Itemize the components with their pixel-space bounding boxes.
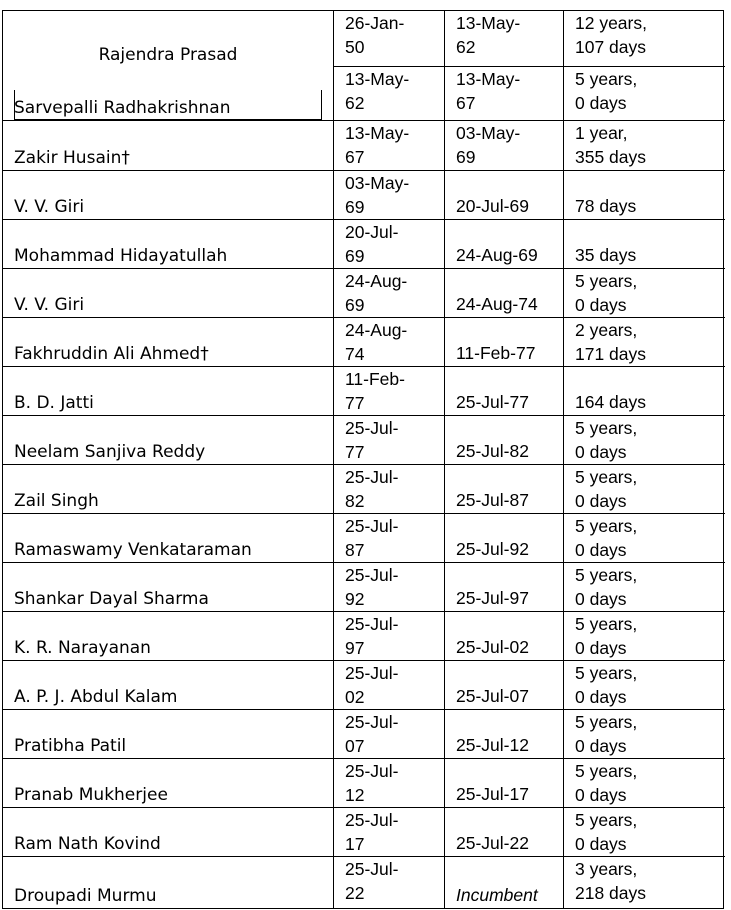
end-date-line: 13-May- (456, 69, 521, 89)
term-length-cell (563, 11, 725, 67)
term-length (575, 269, 637, 317)
president-name: Zail Singh (14, 491, 99, 511)
start-date-cell (333, 121, 444, 170)
term-length-line: 0 days (575, 295, 627, 315)
start-date-line: 02 (345, 687, 365, 707)
president-name-cell (3, 857, 333, 908)
term-length-line: 5 years, (575, 516, 638, 536)
president-name-cell (3, 269, 333, 317)
start-date-line: 69 (345, 295, 365, 315)
start-date (345, 171, 409, 219)
term-length-line: 0 days (575, 834, 627, 854)
start-date-line: 77 (345, 442, 365, 462)
start-date-cell (333, 563, 444, 611)
term-length-line: 355 days (575, 147, 647, 167)
term-length-line: 218 days (575, 883, 647, 903)
end-date-cell (444, 121, 563, 170)
start-date-line: 26-Jan- (345, 13, 405, 33)
president-name-cell (3, 416, 333, 464)
end-date-cell (444, 171, 563, 219)
start-date-line: 07 (345, 736, 365, 756)
term-length-line: 3 years, (575, 859, 638, 879)
president-name-cell (3, 759, 333, 807)
end-date-cell (444, 612, 563, 660)
start-date-cell (333, 612, 444, 660)
term-length-line: 5 years, (575, 565, 638, 585)
end-date: 25-Jul-07 (456, 686, 529, 706)
term-length-cell (563, 269, 725, 317)
president-name-cell (3, 11, 333, 67)
start-date (345, 416, 399, 464)
president-name-cell (3, 514, 333, 562)
start-date-cell (333, 11, 444, 67)
start-date-cell (333, 808, 444, 856)
term-length (575, 416, 637, 464)
term-length-line: 1 year, (575, 123, 628, 143)
end-date: 25-Jul-12 (456, 735, 529, 755)
start-date-line: 11-Feb- (345, 369, 405, 389)
end-date: 11-Feb-77 (456, 343, 536, 363)
term-length-cell (563, 808, 725, 856)
start-date (345, 11, 404, 59)
start-date-line: 69 (345, 197, 365, 217)
start-date-line: 22 (345, 883, 365, 903)
term-length: 35 days (575, 245, 637, 265)
table-row (3, 121, 725, 171)
end-date: Incumbent (456, 885, 538, 905)
term-length-cell (563, 220, 725, 268)
start-date-cell (333, 465, 444, 513)
term-length-line: 107 days (575, 37, 647, 57)
table-row (3, 808, 725, 857)
end-date: 20-Jul-69 (456, 196, 529, 216)
start-date-cell (333, 67, 444, 120)
term-length (575, 67, 637, 115)
president-name: B. D. Jatti (14, 393, 94, 413)
start-date-line: 24-Aug- (345, 271, 408, 291)
term-length-line: 0 days (575, 93, 627, 113)
term-length-cell (563, 416, 725, 464)
term-length (575, 318, 646, 366)
start-date-cell (333, 318, 444, 366)
end-date-line: 67 (456, 93, 476, 113)
table-row (3, 416, 725, 465)
term-length-line: 5 years, (575, 663, 638, 683)
start-date (345, 710, 399, 758)
end-date-cell (444, 563, 563, 611)
presidents-table (2, 10, 724, 909)
table-row (3, 661, 725, 710)
table-row (3, 465, 725, 514)
end-date-line: 13-May- (456, 13, 521, 33)
end-date-cell (444, 661, 563, 709)
start-date-cell (333, 416, 444, 464)
start-date-line: 17 (345, 834, 365, 854)
president-name-cell (3, 121, 333, 170)
start-date-line: 25-Jul- (345, 467, 399, 487)
start-date-line: 25-Jul- (345, 614, 399, 634)
table-row (3, 269, 725, 318)
end-date-cell (444, 11, 563, 67)
term-length-cell (563, 465, 725, 513)
start-date (345, 121, 409, 169)
start-date-cell (333, 514, 444, 562)
term-length-line: 0 days (575, 785, 627, 805)
term-length-line: 5 years, (575, 271, 638, 291)
term-length-cell (563, 563, 725, 611)
start-date-line: 69 (345, 246, 365, 266)
end-date (456, 11, 520, 59)
term-length (575, 710, 637, 758)
president-name: Ram Nath Kovind (14, 834, 161, 854)
start-date (345, 808, 399, 856)
term-length (575, 808, 637, 856)
start-date-line: 25-Jul- (345, 516, 399, 536)
start-date-cell (333, 759, 444, 807)
president-name: Sarvepalli Radhakrishnan (14, 98, 231, 118)
table-row (3, 171, 725, 220)
start-date-line: 25-Jul- (345, 663, 399, 683)
table-row (3, 612, 725, 661)
table-row (3, 220, 725, 269)
start-date-line: 12 (345, 785, 365, 805)
president-name: Mohammad Hidayatullah (14, 246, 228, 266)
end-date-cell (444, 220, 563, 268)
term-length-line: 0 days (575, 491, 627, 511)
term-length (575, 514, 637, 562)
end-date-cell (444, 514, 563, 562)
president-name: Pratibha Patil (14, 736, 127, 756)
term-length (575, 857, 646, 905)
term-length-cell (563, 67, 725, 120)
end-date-cell (444, 416, 563, 464)
term-length-line: 5 years, (575, 69, 638, 89)
end-date: 25-Jul-22 (456, 833, 529, 853)
end-date-cell (444, 857, 563, 908)
president-name-cell (3, 563, 333, 611)
row-separator (333, 66, 725, 67)
start-date-line: 77 (345, 393, 365, 413)
start-date (345, 514, 399, 562)
start-date (345, 269, 407, 317)
start-date-cell (333, 220, 444, 268)
end-date (456, 67, 520, 115)
term-length-cell (563, 318, 725, 366)
start-date-line: 62 (345, 93, 365, 113)
start-date-line: 92 (345, 589, 365, 609)
term-length-line: 5 years, (575, 712, 638, 732)
term-length-cell (563, 710, 725, 758)
president-name: Fakhruddin Ali Ahmed† (14, 344, 209, 364)
start-date-line: 24-Aug- (345, 320, 408, 340)
term-length-line: 0 days (575, 589, 627, 609)
end-date-cell (444, 269, 563, 317)
president-name-cell (3, 220, 333, 268)
term-length-line: 0 days (575, 736, 627, 756)
term-length-cell (563, 857, 725, 908)
table-row (3, 367, 725, 416)
president-name-cell (3, 465, 333, 513)
term-length (575, 121, 646, 169)
start-date-cell (333, 367, 444, 415)
term-length-cell (563, 759, 725, 807)
table-row (3, 710, 725, 759)
term-length-line: 0 days (575, 540, 627, 560)
end-date: 24-Aug-69 (456, 245, 538, 265)
president-name: Ramaswamy Venkataraman (14, 540, 252, 560)
end-date: 25-Jul-77 (456, 392, 529, 412)
name-highlight-box (14, 90, 322, 120)
term-length (575, 661, 637, 709)
start-date-line: 25-Jul- (345, 565, 399, 585)
president-name-cell (3, 808, 333, 856)
end-date-cell (444, 367, 563, 415)
end-date: 25-Jul-92 (456, 539, 529, 559)
president-name-cell (3, 710, 333, 758)
end-date-cell (444, 759, 563, 807)
start-date-line: 20-Jul- (345, 222, 399, 242)
term-length-cell (563, 612, 725, 660)
end-date-cell (444, 465, 563, 513)
start-date-line: 74 (345, 344, 365, 364)
end-date (456, 121, 520, 169)
start-date-cell (333, 710, 444, 758)
term-length-cell (563, 367, 725, 415)
start-date-line: 97 (345, 638, 365, 658)
term-length-line: 5 years, (575, 418, 638, 438)
end-date-cell (444, 67, 563, 120)
start-date (345, 465, 399, 513)
term-length-cell (563, 514, 725, 562)
president-name: V. V. Giri (14, 295, 85, 315)
table-row (3, 759, 725, 808)
term-length-line: 5 years, (575, 761, 638, 781)
table-row (3, 563, 725, 612)
term-length-line: 12 years, (575, 13, 647, 33)
term-length-line: 0 days (575, 442, 627, 462)
start-date-line: 25-Jul- (345, 712, 399, 732)
president-name-cell (3, 612, 333, 660)
start-date-line: 13-May- (345, 123, 410, 143)
start-date (345, 220, 399, 268)
end-date-line: 03-May- (456, 123, 521, 143)
start-date (345, 563, 399, 611)
term-length-line: 0 days (575, 638, 627, 658)
start-date-cell (333, 171, 444, 219)
start-date-line: 82 (345, 491, 365, 511)
term-length: 78 days (575, 196, 637, 216)
end-date-cell (444, 808, 563, 856)
start-date-cell (333, 269, 444, 317)
end-date-cell (444, 318, 563, 366)
start-date (345, 318, 407, 366)
start-date-cell (333, 661, 444, 709)
term-length-cell (563, 171, 725, 219)
end-date-line: 62 (456, 37, 476, 57)
end-date: 25-Jul-82 (456, 441, 529, 461)
term-length-cell (563, 661, 725, 709)
president-name-cell (3, 367, 333, 415)
president-name: V. V. Giri (14, 197, 85, 217)
term-length: 164 days (575, 392, 647, 412)
term-length (575, 11, 647, 59)
president-name: K. R. Narayanan (14, 638, 151, 658)
start-date-line: 25-Jul- (345, 859, 399, 879)
start-date-line: 67 (345, 147, 365, 167)
term-length-line: 5 years, (575, 810, 638, 830)
start-date (345, 661, 399, 709)
term-length (575, 465, 637, 513)
term-length-line: 0 days (575, 687, 627, 707)
start-date-line: 50 (345, 37, 365, 57)
president-name-cell (3, 661, 333, 709)
end-date: 25-Jul-87 (456, 490, 529, 510)
start-date (345, 857, 399, 905)
president-name: A. P. J. Abdul Kalam (14, 687, 178, 707)
end-date-line: 69 (456, 147, 476, 167)
end-date-cell (444, 710, 563, 758)
start-date-cell (333, 857, 444, 908)
president-name: Rajendra Prasad (98, 45, 238, 65)
term-length-cell (563, 121, 725, 170)
table-row (3, 857, 725, 908)
end-date: 25-Jul-02 (456, 637, 529, 657)
term-length-line: 171 days (575, 344, 647, 364)
start-date (345, 367, 405, 415)
term-length (575, 563, 637, 611)
president-name-cell (3, 318, 333, 366)
end-date: 25-Jul-17 (456, 784, 529, 804)
end-date: 25-Jul-97 (456, 588, 529, 608)
president-name: Zakir Husain† (14, 148, 130, 168)
start-date-line: 13-May- (345, 69, 410, 89)
start-date (345, 612, 399, 660)
term-length-line: 5 years, (575, 614, 638, 634)
term-length (575, 759, 637, 807)
start-date-line: 25-Jul- (345, 761, 399, 781)
table-row (3, 514, 725, 563)
start-date (345, 67, 409, 115)
start-date (345, 759, 399, 807)
start-date-line: 25-Jul- (345, 418, 399, 438)
term-length-line: 5 years, (575, 467, 638, 487)
president-name: Droupadi Murmu (14, 886, 157, 906)
term-length (575, 612, 637, 660)
end-date: 24-Aug-74 (456, 294, 538, 314)
president-name: Shankar Dayal Sharma (14, 589, 209, 609)
table-row (3, 318, 725, 367)
president-name-cell (3, 171, 333, 219)
term-length-line: 2 years, (575, 320, 638, 340)
start-date-line: 25-Jul- (345, 810, 399, 830)
start-date-line: 87 (345, 540, 365, 560)
table-row (3, 11, 725, 67)
president-name: Neelam Sanjiva Reddy (14, 442, 206, 462)
president-name: Pranab Mukherjee (14, 785, 168, 805)
start-date-line: 03-May- (345, 173, 410, 193)
